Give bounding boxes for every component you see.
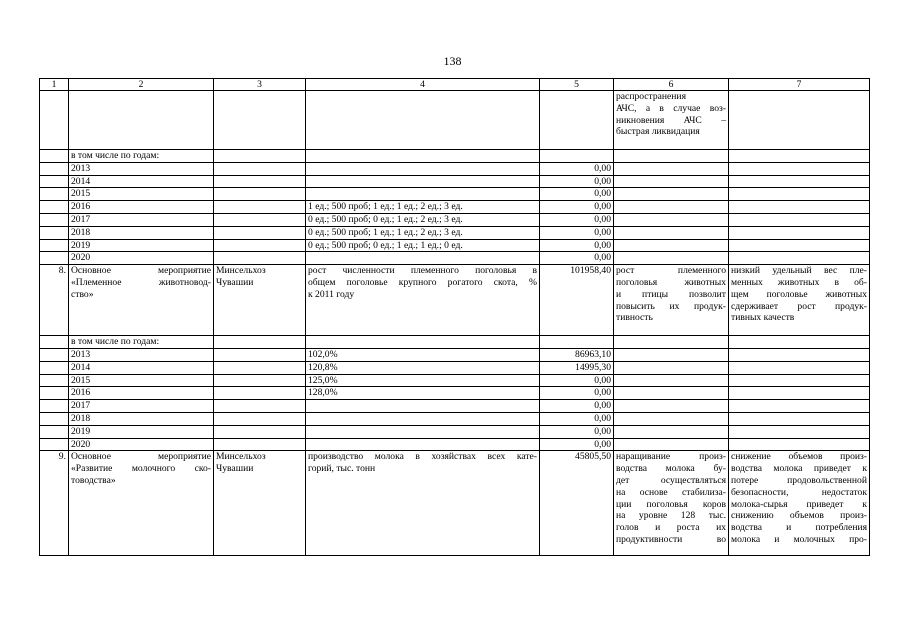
amount-cell: 14995,30 <box>540 361 614 374</box>
measure-row <box>40 265 870 336</box>
amount-cell: 0,00 <box>540 175 614 188</box>
indicator-cell <box>306 162 540 175</box>
text-line: и птицы позволит <box>616 288 726 300</box>
text-line: тивность <box>616 312 653 324</box>
expected-result-cell <box>614 451 729 556</box>
header-cell: 3 <box>214 79 306 91</box>
year-cell: 2015 <box>69 188 214 201</box>
year-row <box>40 361 870 374</box>
text-line: горий, тыс. тонн <box>308 463 376 475</box>
text-line: голов и роста их <box>616 522 726 534</box>
measure-title-cell <box>69 451 214 556</box>
indicator-cell: 0 ед.; 500 проб; 0 ед.; 1 ед.; 2 ед.; 3 ед. <box>306 213 540 226</box>
header-cell: 5 <box>540 79 614 91</box>
text-line: Основное мероприятие <box>71 451 211 463</box>
text-line: молока-сырья приведет к <box>731 498 867 510</box>
year-cell: 2014 <box>69 175 214 188</box>
text-line: Чувашии <box>216 276 254 288</box>
page-number: 138 <box>443 54 462 68</box>
indicator-cell <box>306 252 540 265</box>
header-cell: 6 <box>614 79 729 91</box>
header-cell: 4 <box>306 79 540 91</box>
text-line: «Племенное животновод- <box>71 276 211 288</box>
text-line: ции поголовья коров <box>616 498 726 510</box>
text-line: рост племенного <box>616 265 726 277</box>
indicator-cell: 128,0% <box>306 387 540 400</box>
year-row <box>40 438 870 451</box>
year-cell: 2013 <box>69 162 214 175</box>
year-row <box>40 201 870 214</box>
row-number: 8. <box>40 265 69 336</box>
expected-result-cell <box>614 265 729 336</box>
text-line: менных животных в об- <box>731 276 867 288</box>
text-line: «Развитие молочного ско- <box>71 463 211 475</box>
consequence-cell <box>729 265 870 336</box>
year-cell: 2016 <box>69 201 214 214</box>
year-row <box>40 387 870 400</box>
amount-cell: 45805,50 <box>540 451 614 556</box>
text-line: Минсельхоз <box>216 265 266 277</box>
indicator-cell <box>306 265 540 336</box>
year-row <box>40 374 870 387</box>
text-line: поголовья животных <box>616 276 726 288</box>
text-line: АЧС, а в случае воз- <box>616 102 726 114</box>
text-line: молока и молочных про- <box>731 533 867 545</box>
amount-cell: 0,00 <box>540 239 614 252</box>
indicator-cell <box>306 438 540 451</box>
text-line: продуктивности во <box>616 533 726 545</box>
text-line: общем поголовье крупного рогатого скота, % <box>308 276 537 288</box>
amount-cell: 0,00 <box>540 188 614 201</box>
year-row <box>40 213 870 226</box>
amount-cell: 0,00 <box>540 387 614 400</box>
row-number: 9. <box>40 451 69 556</box>
text-line: дет осуществляться <box>616 474 726 486</box>
year-row <box>40 412 870 425</box>
year-cell: 2013 <box>69 348 214 361</box>
year-cell: 2015 <box>69 374 214 387</box>
text-line: водства молока приведет к <box>731 463 867 475</box>
header-cell: 2 <box>69 79 214 91</box>
amount-cell: 0,00 <box>540 400 614 413</box>
amount-cell: 0,00 <box>540 252 614 265</box>
text-line: низкий удельный вес пле- <box>731 265 867 277</box>
years-label-row <box>40 150 870 163</box>
year-cell: 2017 <box>69 400 214 413</box>
years-label-row <box>40 336 870 349</box>
text-line: производство молока в хозяйствах всех кате- <box>308 451 537 463</box>
text-line: Минсельхоз <box>216 451 266 463</box>
text-line: безопасности, недостаток <box>731 486 867 498</box>
year-cell: 2016 <box>69 387 214 400</box>
year-cell: 2019 <box>69 239 214 252</box>
amount-cell: 0,00 <box>540 374 614 387</box>
program-table <box>39 78 870 556</box>
amount-cell: 0,00 <box>540 412 614 425</box>
year-row <box>40 188 870 201</box>
year-cell: 2020 <box>69 252 214 265</box>
text-line: снижению объемов произ- <box>731 510 867 522</box>
text-line: Основное мероприятие <box>71 265 211 277</box>
text-line: сдерживает рост продук- <box>731 300 867 312</box>
amount-cell: 0,00 <box>540 438 614 451</box>
continuation-row <box>40 91 870 150</box>
year-cell: 2018 <box>69 226 214 239</box>
amount-cell: 101958,40 <box>540 265 614 336</box>
indicator-cell <box>306 451 540 556</box>
indicator-cell: 1 ед.; 500 проб; 1 ед.; 1 ед.; 2 ед.; 3 ед. <box>306 201 540 214</box>
year-row <box>40 400 870 413</box>
indicator-cell <box>306 188 540 201</box>
year-cell: 2020 <box>69 438 214 451</box>
years-label: в том числе по годам: <box>69 336 214 349</box>
column-number-row <box>40 79 870 91</box>
text-line: повысить их продук- <box>616 300 726 312</box>
text-line: на основе стабилиза- <box>616 486 726 498</box>
amount-cell: 0,00 <box>540 201 614 214</box>
year-row <box>40 175 870 188</box>
header-cell: 1 <box>40 79 69 91</box>
indicator-cell <box>306 175 540 188</box>
consequence-cell <box>729 451 870 556</box>
amount-cell: 0,00 <box>540 162 614 175</box>
indicator-cell: 102,0% <box>306 348 540 361</box>
year-row <box>40 252 870 265</box>
year-row <box>40 425 870 438</box>
text-line: никновения АЧС – <box>616 114 726 126</box>
indicator-cell <box>306 400 540 413</box>
year-cell: 2018 <box>69 412 214 425</box>
text-line: потере продовольственной <box>731 474 867 486</box>
text-line: ство» <box>71 288 94 300</box>
text-line: быстрая ликвидация <box>616 126 700 138</box>
text-line: распространения <box>616 91 686 102</box>
measure-title-cell <box>69 265 214 336</box>
text-line: Чувашии <box>216 463 254 475</box>
indicator-cell <box>306 412 540 425</box>
indicator-cell: 0 ед.; 500 проб; 1 ед.; 1 ед.; 2 ед.; 3 ед. <box>306 226 540 239</box>
measure-row <box>40 451 870 556</box>
executor-cell <box>214 265 306 336</box>
text-line: щем поголовье животных <box>731 288 867 300</box>
year-row <box>40 226 870 239</box>
text-line: рост численности племенного поголовья в <box>308 265 537 277</box>
indicator-cell: 125,0% <box>306 374 540 387</box>
year-row <box>40 239 870 252</box>
text-line: наращивание произ- <box>616 451 726 463</box>
year-cell: 2014 <box>69 361 214 374</box>
year-row <box>40 348 870 361</box>
indicator-cell <box>306 425 540 438</box>
executor-cell <box>214 451 306 556</box>
text-line: водства молока бу- <box>616 463 726 475</box>
year-row <box>40 162 870 175</box>
expected-result-cell <box>614 91 729 150</box>
text-line: снижение объемов произ- <box>731 451 867 463</box>
year-cell: 2017 <box>69 213 214 226</box>
text-line: товодства» <box>71 474 116 486</box>
header-cell: 7 <box>729 79 870 91</box>
amount-cell: 0,00 <box>540 226 614 239</box>
text-line: водства и потребления <box>731 522 867 534</box>
indicator-cell: 0 ед.; 500 проб; 0 ед.; 1 ед.; 1 ед.; 0 ед. <box>306 239 540 252</box>
year-cell: 2019 <box>69 425 214 438</box>
amount-cell: 0,00 <box>540 425 614 438</box>
text-line: тивных качеств <box>731 312 795 324</box>
text-line: к 2011 году <box>308 288 355 300</box>
text-line: на уровне 128 тыс. <box>616 510 726 522</box>
amount-cell: 0,00 <box>540 213 614 226</box>
years-label: в том числе по годам: <box>69 150 214 163</box>
indicator-cell: 120,8% <box>306 361 540 374</box>
amount-cell: 86963,10 <box>540 348 614 361</box>
